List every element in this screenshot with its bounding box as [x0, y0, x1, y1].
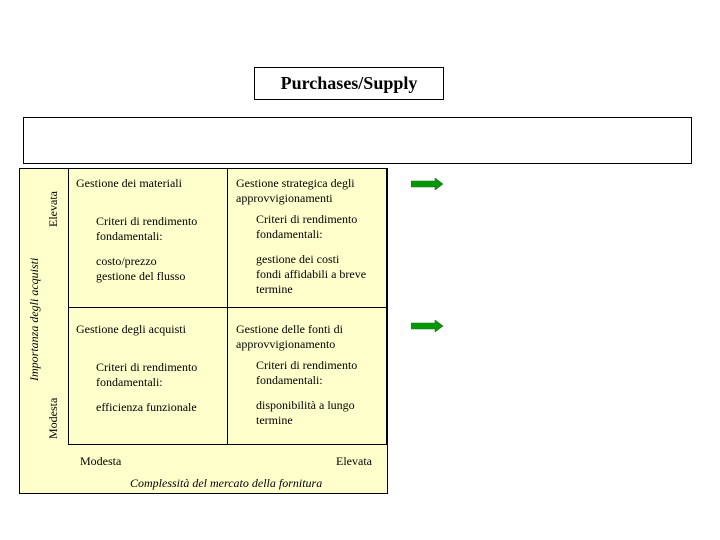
- matrix-grid: [68, 169, 387, 445]
- arrow-right-icon: [411, 320, 443, 332]
- y-axis-high-label: Elevata: [46, 191, 60, 227]
- criteria-label: fondamentali:: [96, 229, 163, 243]
- x-axis-high-label: Elevata: [336, 454, 372, 468]
- horizontal-divider: [69, 307, 386, 308]
- slide-title: [254, 67, 444, 100]
- criteria-item: gestione dei costi: [256, 252, 340, 266]
- quadrant-title: approvvigionamento: [236, 337, 336, 351]
- quadrant-title: approvvigionamenti: [236, 191, 333, 205]
- criteria-item: costo/prezzo: [96, 254, 157, 268]
- criteria-item: fondi affidabili a breve: [256, 267, 367, 281]
- quadrant-bottom-left: [76, 322, 197, 415]
- quadrant-top-right: [236, 176, 366, 297]
- quadrant-title: Gestione delle fonti di: [236, 322, 343, 336]
- y-axis-low-label: Modesta: [46, 397, 60, 439]
- quadrant-title: Gestione degli acquisti: [76, 322, 186, 336]
- y-axis-title: Importanza degli acquisti: [27, 257, 41, 381]
- criteria-item: gestione del flusso: [96, 269, 186, 283]
- criteria-item: termine: [256, 413, 293, 427]
- criteria-label: fondamentali:: [256, 227, 323, 241]
- quadrant-top-left: [76, 176, 197, 284]
- x-axis-low-label: Modesta: [80, 454, 122, 468]
- empty-text-box: [23, 117, 692, 164]
- criteria-item: disponibilità a lungo: [256, 398, 355, 412]
- criteria-label: Criteri di rendimento: [96, 214, 198, 228]
- quadrant-title: Gestione strategica degli: [236, 176, 355, 190]
- criteria-label: Criteri di rendimento: [256, 212, 358, 226]
- criteria-label: fondamentali:: [96, 375, 163, 389]
- arrow-right-icon: [411, 178, 443, 190]
- x-axis-title: Complessità del mercato della fornitura: [130, 476, 323, 490]
- criteria-item: efficienza funzionale: [96, 400, 197, 414]
- criteria-item: termine: [256, 282, 293, 296]
- criteria-label: fondamentali:: [256, 373, 323, 387]
- criteria-label: Criteri di rendimento: [256, 358, 358, 372]
- quadrant-title: Gestione dei materiali: [76, 176, 182, 190]
- criteria-label: Criteri di rendimento: [96, 360, 198, 374]
- quadrant-bottom-right: [236, 322, 357, 428]
- kraljic-matrix: [19, 168, 388, 494]
- slide-title-text: Purchases/Supply: [280, 73, 418, 93]
